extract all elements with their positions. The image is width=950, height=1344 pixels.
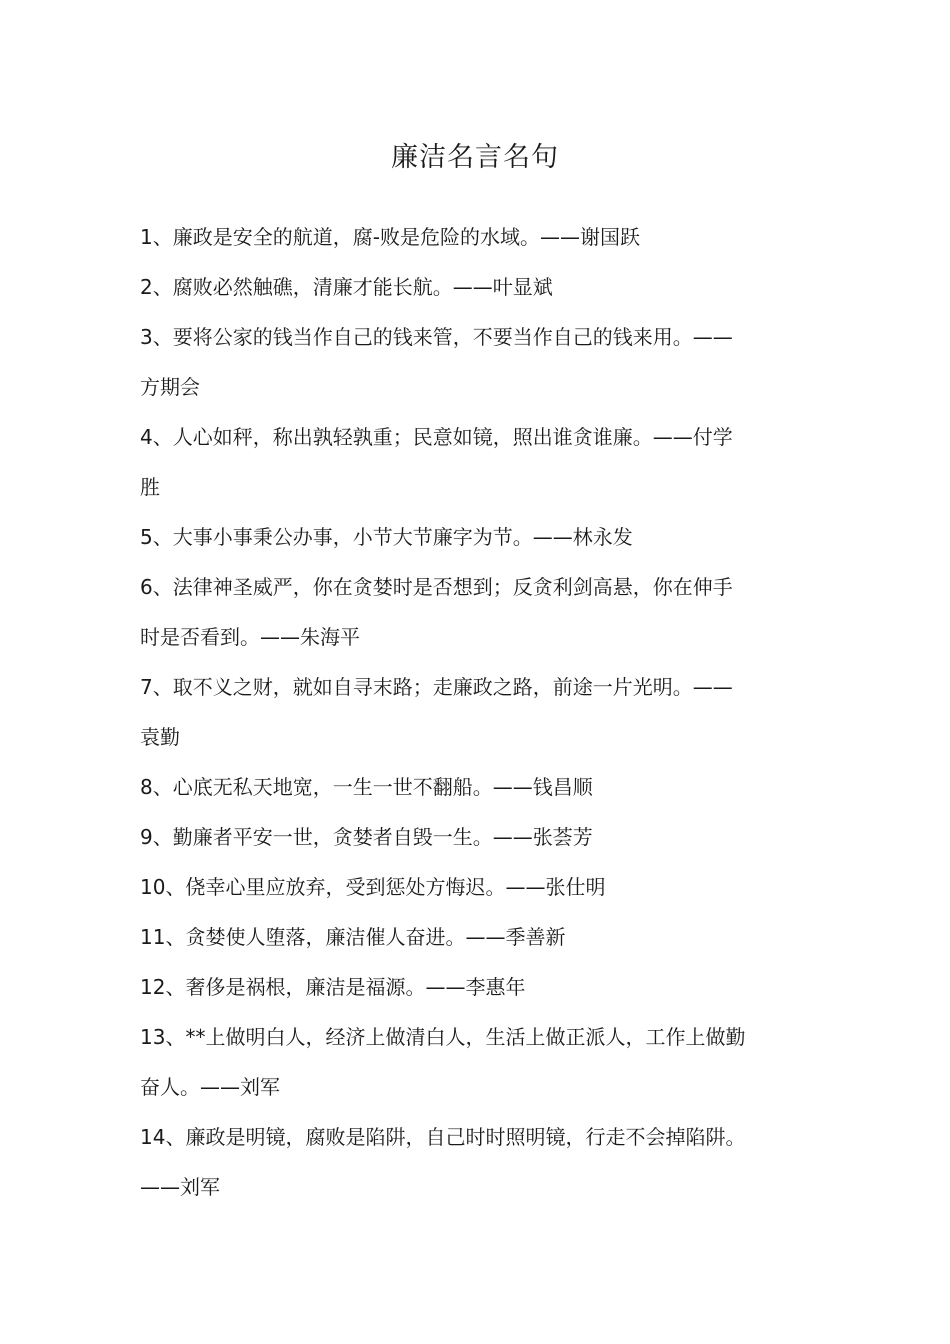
quote-item xyxy=(140,674,810,750)
quote-line: 1、廉政是安全的航道，腐-败是危险的水域。——谢国跃 xyxy=(140,225,640,249)
quote-line: 10、侥幸心里应放弃，受到惩处方悔迟。——张仕明 xyxy=(140,875,606,899)
quote-item xyxy=(140,324,810,400)
quote-item xyxy=(140,824,810,850)
quote-line: 11、贪婪使人堕落，廉洁催人奋进。——季善新 xyxy=(140,925,566,949)
quote-item xyxy=(140,924,810,950)
quote-line: 时是否看到。——朱海平 xyxy=(140,625,360,649)
quote-line: 3、要将公家的钱当作自己的钱来管，不要当作自己的钱来用。—— xyxy=(140,325,733,349)
quote-line: ——刘军 xyxy=(140,1175,220,1199)
quote-line: 14、廉政是明镜，腐败是陷阱，自己时时照明镜，行走不会掉陷阱。 xyxy=(140,1125,746,1149)
quote-line: 5、大事小事秉公办事，小节大节廉字为节。——林永发 xyxy=(140,525,633,549)
quote-line: 奋人。——刘军 xyxy=(140,1075,280,1099)
document-title: 廉洁名言名句 xyxy=(391,142,559,173)
quote-line: 袁勤 xyxy=(140,725,180,749)
quote-line: 8、心底无私天地宽，一生一世不翻船。——钱昌顺 xyxy=(140,775,593,799)
quote-line: 胜 xyxy=(140,475,160,499)
quote-item xyxy=(140,274,810,300)
quote-item xyxy=(140,224,810,250)
quote-item xyxy=(140,1124,810,1200)
quote-item xyxy=(140,574,810,650)
quote-line: 4、人心如秤，称出孰轻孰重；民意如镜，照出谁贪谁廉。——付学 xyxy=(140,425,733,449)
quote-item xyxy=(140,1024,810,1100)
quote-list xyxy=(140,224,810,1200)
quote-line: 方期会 xyxy=(140,375,200,399)
quote-line: 9、勤廉者平安一世，贪婪者自毁一生。——张荟芳 xyxy=(140,825,593,849)
quote-item xyxy=(140,974,810,1000)
quote-line: 6、法律神圣威严，你在贪婪时是否想到；反贪利剑高悬，你在伸手 xyxy=(140,575,733,599)
quote-item xyxy=(140,874,810,900)
quote-item xyxy=(140,774,810,800)
quote-line: 2、腐败必然触礁，清廉才能长航。——叶显斌 xyxy=(140,275,553,299)
quote-line: 7、取不义之财，就如自寻末路；走廉政之路，前途一片光明。—— xyxy=(140,675,733,699)
quote-line: 12、奢侈是祸根，廉洁是福源。——李惠年 xyxy=(140,975,526,999)
quote-line: 13、**上做明白人，经济上做清白人，生活上做正派人，工作上做勤 xyxy=(140,1025,746,1049)
quote-item xyxy=(140,424,810,500)
quote-item xyxy=(140,524,810,550)
